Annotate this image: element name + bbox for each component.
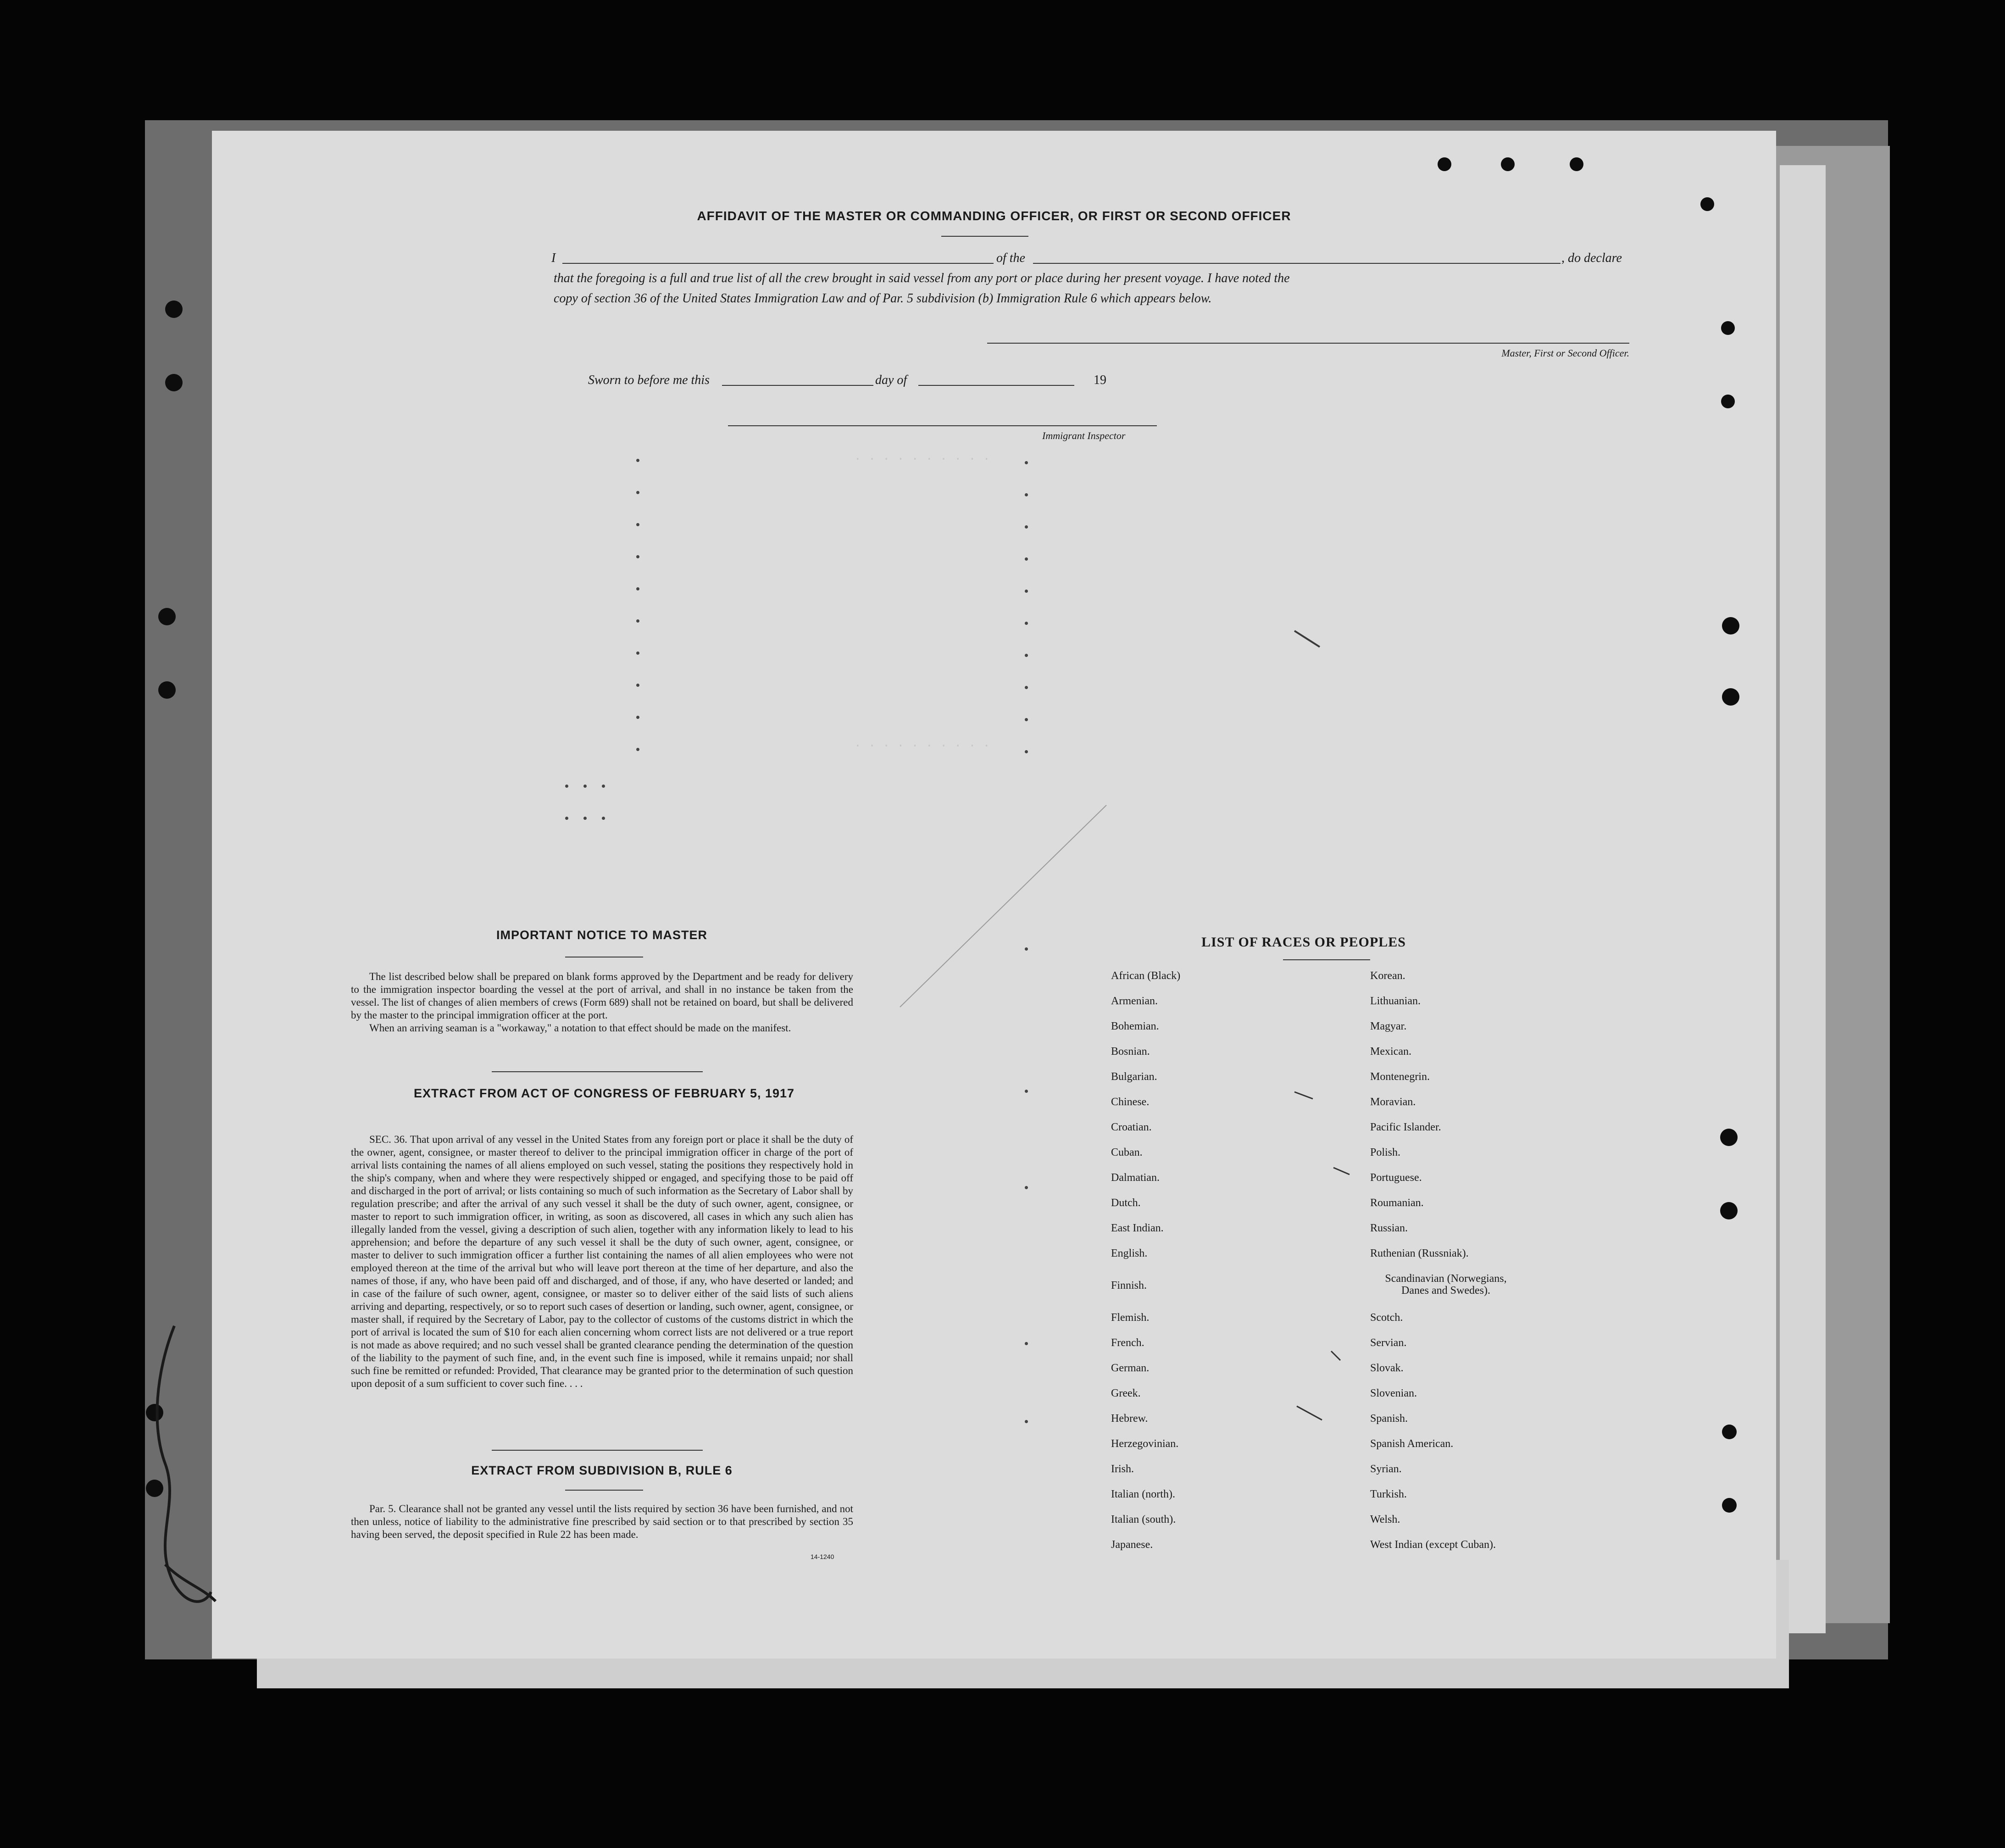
- notice-title: IMPORTANT NOTICE TO MASTER: [496, 928, 707, 942]
- race-item: Russian.: [1370, 1222, 1408, 1234]
- affidavit-title: AFFIDAVIT OF THE MASTER OR COMMANDING OFFICER, OR FIRST OR SECOND OFFICER: [697, 209, 1291, 223]
- race-item: Spanish American.: [1370, 1438, 1454, 1450]
- race-item: Slovenian.: [1370, 1387, 1417, 1399]
- doodle-stroke: [157, 1326, 211, 1602]
- declaration-line-2: that the foregoing is a full and true list of all the crew brought in said vessel from any port or place during her present voyage. I have noted the: [554, 271, 1290, 285]
- race-item: Bosnian.: [1111, 1046, 1150, 1058]
- race-item: English.: [1111, 1247, 1148, 1259]
- race-item: African (Black): [1111, 970, 1181, 982]
- race-item: Italian (south).: [1111, 1514, 1176, 1525]
- pencil-mark: [1294, 1092, 1313, 1099]
- declaration-i: I: [551, 251, 556, 265]
- declaration-line-3: copy of section 36 of the United States Immigration Law and of Par. 5 subdivision (b) Immigration Rule 6 which appears below.: [554, 291, 1212, 306]
- ink-doodle: [138, 1308, 239, 1629]
- race-item: Mexican.: [1370, 1046, 1411, 1058]
- backing-sheet-edge: [1780, 165, 1826, 1633]
- notice-paragraph-1: The list described below shall be prepared on blank forms approved by the Department and be ready for delivery to the immigration inspector boarding the vessel at the port of arrival, and shall in no instance be taken from the vessel. The list of changes of alien members of crews (Form 689) shall not be retained on board, but shall be delivered by the master to the principal immigration officer at the port.: [351, 971, 853, 1021]
- race-item: Polish.: [1370, 1147, 1401, 1158]
- race-item: Herzegovinian.: [1111, 1438, 1179, 1450]
- pencil-mark: [1331, 1351, 1340, 1360]
- act-extract-title: EXTRACT FROM ACT OF CONGRESS OF FEBRUARY 5, 1917: [413, 1086, 795, 1100]
- punch-hole: [158, 608, 176, 625]
- punch-hole: [165, 301, 183, 318]
- race-item: Greek.: [1111, 1387, 1141, 1399]
- race-item: Armenian.: [1111, 995, 1158, 1007]
- pencil-mark: [900, 805, 1106, 1007]
- declaration-of-the: of the: [996, 251, 1025, 265]
- race-item: Bohemian.: [1111, 1020, 1159, 1032]
- race-item: Portuguese.: [1370, 1172, 1422, 1184]
- race-item: East Indian.: [1111, 1222, 1164, 1234]
- pencil-mark: [1297, 1406, 1322, 1420]
- race-item: Finnish.: [1111, 1280, 1147, 1291]
- form-number: 14-1240: [811, 1553, 834, 1560]
- race-item: Italian (north).: [1111, 1488, 1175, 1500]
- race-item: Montenegrin.: [1370, 1071, 1430, 1083]
- pencil-marks: [212, 131, 1776, 1659]
- race-item: Hebrew.: [1111, 1413, 1148, 1425]
- race-item: Syrian.: [1370, 1463, 1402, 1475]
- race-item: Flemish.: [1111, 1312, 1150, 1324]
- race-item: Ruthenian (Russniak).: [1370, 1247, 1469, 1259]
- race-item: West Indian (except Cuban).: [1370, 1539, 1496, 1551]
- race-item: Slovak.: [1370, 1362, 1404, 1374]
- bleed-through-text: . . . . . . . . . .: [854, 450, 990, 463]
- race-item: Cuban.: [1111, 1147, 1143, 1158]
- race-item: Dutch.: [1111, 1197, 1141, 1209]
- sworn-text: Sworn to before me this: [588, 373, 710, 387]
- rule-extract-title: EXTRACT FROM SUBDIVISION B, RULE 6: [471, 1464, 733, 1477]
- race-item: Dalmatian.: [1111, 1172, 1160, 1184]
- punch-hole: [158, 681, 176, 699]
- race-item: Irish.: [1111, 1463, 1134, 1475]
- pencil-mark: [1333, 1168, 1350, 1174]
- race-item: Scotch.: [1370, 1312, 1403, 1324]
- pencil-mark: [1294, 631, 1320, 647]
- day-of-text: day of: [875, 373, 907, 387]
- declaration-declare: , do declare: [1561, 251, 1622, 265]
- race-item: Scandinavian (Norwegians, Danes and Swedes).: [1385, 1273, 1507, 1297]
- race-item: Bulgarian.: [1111, 1071, 1157, 1083]
- section-36-text: SEC. 36. That upon arrival of any vessel in the United States from any foreign port or place it shall be the duty of the owner, agent, consignee, or master thereof to deliver to the principal immigration officer in charge of the port of arrival lists containing the names of all aliens employed on such vessel, stating the positions they respectively hold in the ship's company, when and where they were respectively shipped or engaged, and specifying those to be paid off and discharged in the port of arrival; or lists containing so much of such information as the Secretary of Labor shall by regulation prescribe; and after the arrival of any such vessel it shall be the duty of such owner, agent, consignee, or master to report to such immigration officer, in writing, as soon as discovered, all cases in which any such alien has illegally landed from the vessel, giving a description of such alien, together with any information likely to lead to his apprehension; and before the departure of any such vessel it shall be the duty of such owner, agent, consignee, or master to deliver to such immigration officer a further list containing the names of all alien employees who were not employed thereon at the time of the arrival but who will leave port thereon at the time of her departure, and also the names of those, if any, who have been paid off and discharged, and of those, if any, who have deserted or landed; and in case of the failure of such owner, agent, consignee, or master so to deliver either of the said lists of such aliens arriving and departing, respectively, or so to report such cases of desertion or landing, such owner, agent, consignee, or master shall, if required by the Secretary of Labor, pay to the collector of customs of the customs district in which the port of arrival is located the sum of $10 for each alien concerning whom correct lists are not delivered or a true report is not made as above required; and no such vessel shall be granted clearance pending the determination of the question of the liability to the payment of such fine, and, in the event such fine is imposed, while it remains unpaid; nor shall such fine be remitted or refunded: Provided, That clearance may be granted prior to the determination of such question upon deposit of a sum sufficient to cover such fine. . . .: [351, 1134, 853, 1389]
- race-item: Pacific Islander.: [1370, 1121, 1441, 1133]
- master-caption: Master, First or Second Officer.: [1501, 347, 1629, 359]
- race-item: French.: [1111, 1337, 1144, 1349]
- race-item: Welsh.: [1370, 1514, 1400, 1525]
- affidavit-form: [212, 131, 1776, 1659]
- race-item: Croatian.: [1111, 1121, 1152, 1133]
- punch-hole: [165, 374, 183, 391]
- race-item: Servian.: [1370, 1337, 1407, 1349]
- race-item: Turkish.: [1370, 1488, 1407, 1500]
- race-item: Japanese.: [1111, 1539, 1153, 1551]
- race-item: Magyar.: [1370, 1020, 1407, 1032]
- race-item: German.: [1111, 1362, 1150, 1374]
- race-item: Korean.: [1370, 970, 1405, 982]
- races-title: LIST OF RACES OR PEOPLES: [1201, 935, 1406, 950]
- bleed-through-text: . . . . . . . . . .: [854, 736, 990, 750]
- race-item: Moravian.: [1370, 1096, 1416, 1108]
- paragraph-5-text: Par. 5. Clearance shall not be granted any vessel until the lists required by section 36 have been furnished, and not then unless, notice of liability to the administrative fine prescribed by said section or to that prescribed by section 35 having been served, the deposit specified in Rule 22 has been made.: [351, 1503, 853, 1540]
- race-item: Chinese.: [1111, 1096, 1150, 1108]
- race-item: Lithuanian.: [1370, 995, 1421, 1007]
- year-text: 19: [1094, 373, 1106, 387]
- race-item: Spanish.: [1370, 1413, 1408, 1425]
- race-item: Roumanian.: [1370, 1197, 1424, 1209]
- inspector-caption: Immigrant Inspector: [1042, 430, 1126, 441]
- notice-paragraph-2: When an arriving seaman is a "workaway," a notation to that effect should be made on the manifest.: [369, 1022, 791, 1034]
